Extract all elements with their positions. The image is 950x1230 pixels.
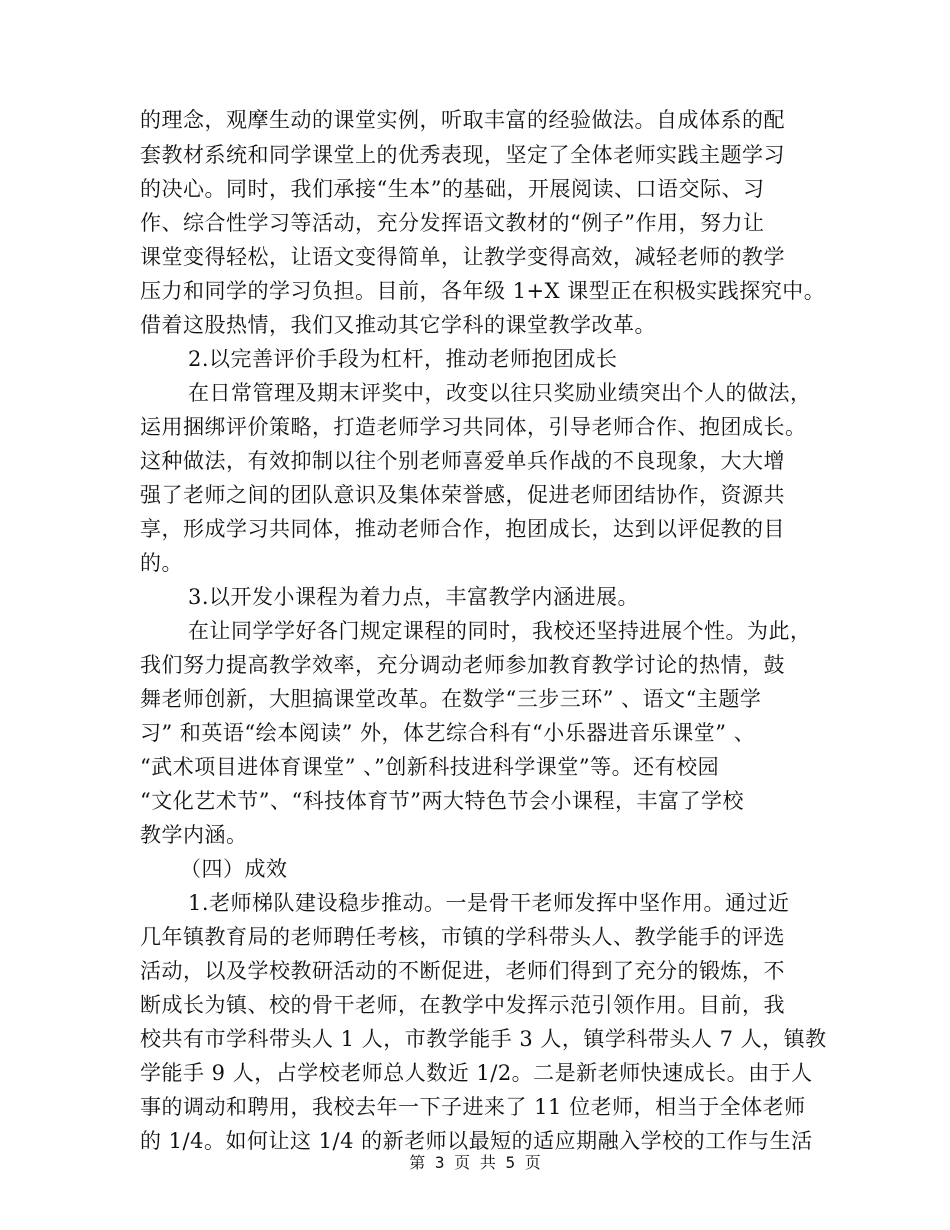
text-line: 课堂变得轻松，让语文变得简单，让教学变得高效，减轻老师的教学: [140, 245, 785, 269]
text-line: 我们努力提高教学效率，充分调动老师参加教育教学讨论的热情，鼓: [140, 653, 785, 677]
text-line: 作、综合性学习等活动，充分发挥语文教材的“例子”作用，努力让: [140, 211, 765, 235]
text-line: 在让同学学好各门规定课程的同时，我校还坚持进展个性。为此，: [188, 619, 812, 643]
text-line: 事的调动和聘用，我校去年一下子进来了 11 位老师，相当于全体老师: [140, 1095, 806, 1119]
text-line: 的理念，观摩生动的课堂实例，听取丰富的经验做法。自成体系的配: [140, 108, 785, 132]
text-line: 套教材系统和同学课堂上的优秀表现，坚定了全体老师实践主题学习: [140, 143, 785, 167]
page-footer: 第 3 页 共 5 页: [409, 1153, 541, 1172]
text-line: 活动，以及学校教研活动的不断促进，老师们得到了充分的锻炼，不: [140, 959, 785, 983]
section-heading: 2.以完善评价手段为杠杆，推动老师抱团成长: [188, 347, 618, 371]
text-line: 享，形成学习共同体，推动老师合作，抱团成长，达到以评促教的目: [140, 517, 785, 541]
text-line: 压力和同学的学习负担。目前，各年级 1+X 课型正在积极实践探究中。: [140, 279, 826, 303]
text-line: 断成长为镇、校的骨干老师，在教学中发挥示范引领作用。目前，我: [140, 993, 785, 1017]
text-line: 借着这股热情，我们又推动其它学科的课堂教学改革。: [140, 313, 656, 337]
text-line: 的决心。同时，我们承接“生本”的基础，开展阅读、口语交际、习: [140, 177, 765, 201]
text-line: 的 1/4。如何让这 1/4 的新老师以最短的适应期融入学校的工作与生活: [140, 1129, 813, 1153]
text-line: 教学内涵。: [140, 823, 248, 847]
text-line: “文化艺术节”、“科技体育节”两大特色节会小课程，丰富了学校: [140, 789, 744, 813]
text-line: 这种做法，有效抑制以往个别老师喜爱单兵作战的不良现象，大大增: [140, 449, 785, 473]
text-line: 强了老师之间的团队意识及集体荣誉感，促进老师团结协作，资源共: [140, 483, 785, 507]
text-line: 1.老师梯队建设稳步推动。一是骨干老师发挥中坚作用。通过近: [188, 891, 790, 915]
text-line: 在日常管理及期末评奖中，改变以往只奖励业绩突出个人的做法，: [188, 381, 812, 405]
text-line: 舞老师创新，大胆搞课堂改革。在数学“三步三环” 、语文“主题学: [140, 687, 762, 711]
section-heading: （四）成效: [180, 857, 288, 881]
text-line: 学能手 9 人，占学校老师总人数近 1/2。二是新老师快速成长。由于人: [140, 1061, 813, 1085]
text-line: 习” 和英语“绘本阅读” 外，体艺综合科有“小乐器进音乐课堂” 、: [140, 721, 756, 745]
text-line: 几年镇教育局的老师聘任考核，市镇的学科带头人、教学能手的评选: [140, 925, 785, 949]
text-line: 校共有市学科带头人 1 人，市教学能手 3 人，镇学科带头人 7 人，镇教: [140, 1027, 827, 1051]
section-heading: 3.以开发小课程为着力点，丰富教学内涵进展。: [188, 585, 640, 609]
text-line: 运用捆绑评价策略，打造老师学习共同体，引导老师合作、抱团成长。: [140, 415, 807, 439]
text-line: 的。: [140, 551, 183, 575]
text-line: “武术项目进体育课堂” 、”创新科技进科学课堂”等。还有校园: [140, 755, 720, 779]
